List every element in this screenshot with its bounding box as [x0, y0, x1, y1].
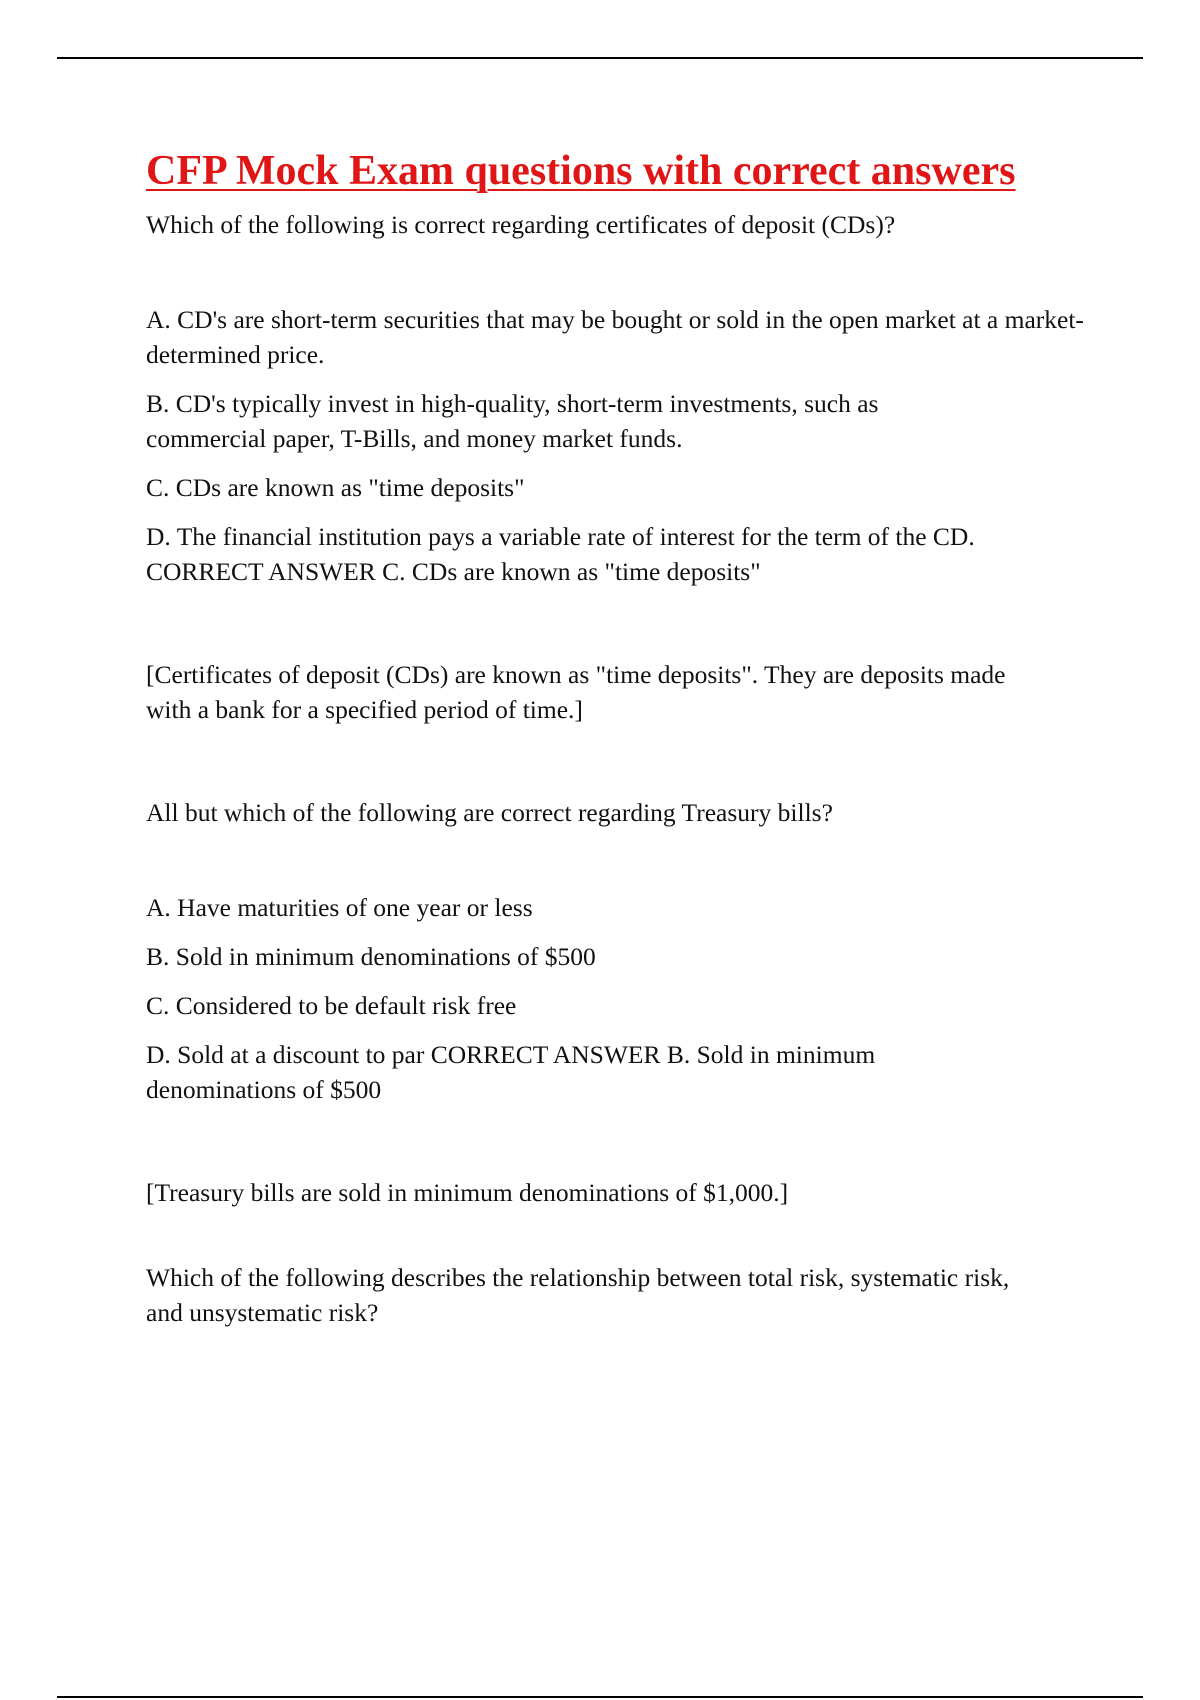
option-d: D. Sold at a discount to par: [146, 1040, 425, 1069]
option-d: D. The financial institution pays a variable rate of interest for the term of the CD.: [146, 522, 975, 551]
question-text: Which of the following is correct regarding certificates of deposit (CDs)?: [146, 210, 896, 239]
question-text: All but which of the following are correct regarding Treasury bills?: [146, 798, 833, 827]
document-title: CFP Mock Exam questions with correct answers: [146, 148, 1016, 194]
correct-answer: CORRECT ANSWER C. CDs are known as "time deposits": [146, 557, 761, 586]
explanation: [Certificates of deposit (CDs) are known as "time deposits". They are deposits made with a bank for a specified period of time.]: [146, 660, 1006, 724]
top-rule: [57, 57, 1143, 59]
question-block-3: [146, 1260, 1106, 1330]
question-block-1: [146, 207, 1106, 727]
document-body: [146, 145, 1106, 1330]
option-a: A. CD's are short-term securities that may be bought or sold in the open market at a market-determined price.: [146, 305, 1084, 369]
correct-answer: CORRECT ANSWER B. Sold in minimum denominations of $500: [146, 1040, 876, 1104]
option-d-with-answer: [146, 1037, 976, 1107]
option-c: C. CDs are known as "time deposits": [146, 473, 525, 502]
question-block-2: [146, 795, 1106, 1210]
option-c: C. Considered to be default risk free: [146, 991, 517, 1020]
option-a: A. Have maturities of one year or less: [146, 893, 533, 922]
question-text: Which of the following describes the relationship between total risk, systematic risk, and unsystematic risk?: [146, 1263, 1010, 1327]
option-b: B. CD's typically invest in high-quality, short-term investments, such as commercial paper, T-Bills, and money market funds.: [146, 389, 879, 453]
bottom-rule: [57, 1696, 1143, 1698]
explanation: [Treasury bills are sold in minimum denominations of $1,000.]: [146, 1178, 789, 1207]
option-b: B. Sold in minimum denominations of $500: [146, 942, 596, 971]
